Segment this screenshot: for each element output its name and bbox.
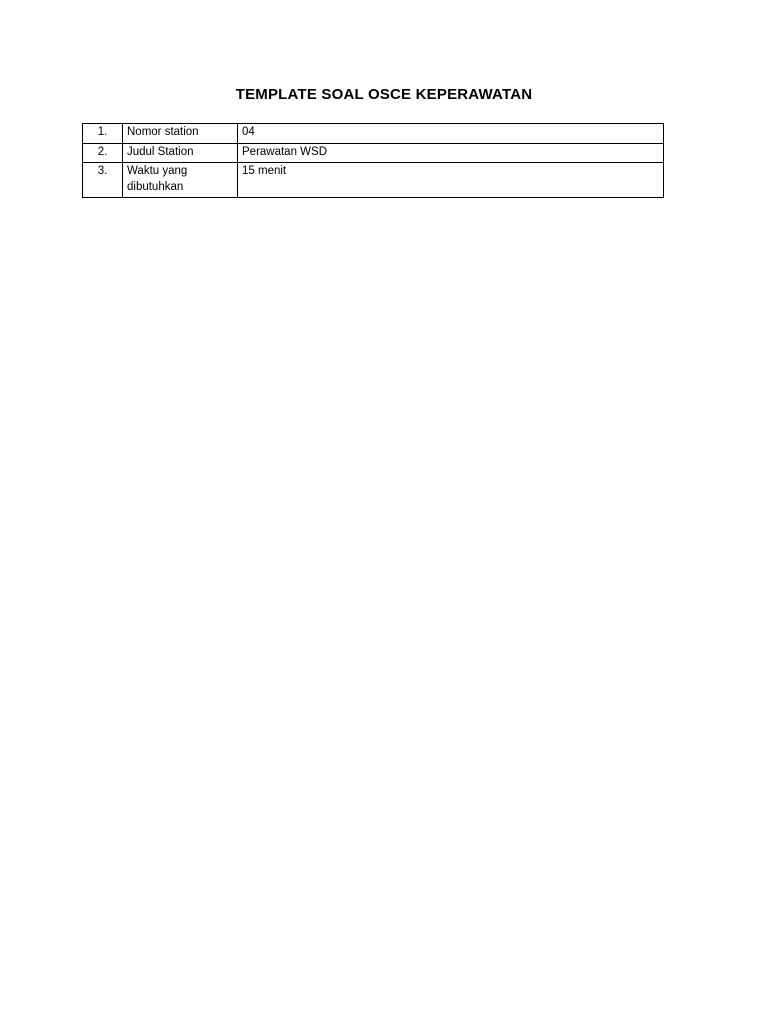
- row-value: 04: [238, 124, 664, 144]
- row-label: Nomor station: [123, 124, 238, 144]
- row-label: Waktu yang dibutuhkan: [123, 163, 238, 198]
- row-value: Perawatan WSD: [238, 143, 664, 163]
- row-number: 2.: [83, 143, 123, 163]
- row-label: Judul Station: [123, 143, 238, 163]
- page-title: TEMPLATE SOAL OSCE KEPERAWATAN: [235, 86, 533, 103]
- table-row: [83, 163, 664, 198]
- table-row: [83, 124, 664, 144]
- osce-table: [82, 123, 664, 198]
- row-number: 1.: [83, 124, 123, 144]
- row-number: 3.: [83, 163, 123, 198]
- table-row: [83, 143, 664, 163]
- row-value: 15 menit: [238, 163, 664, 198]
